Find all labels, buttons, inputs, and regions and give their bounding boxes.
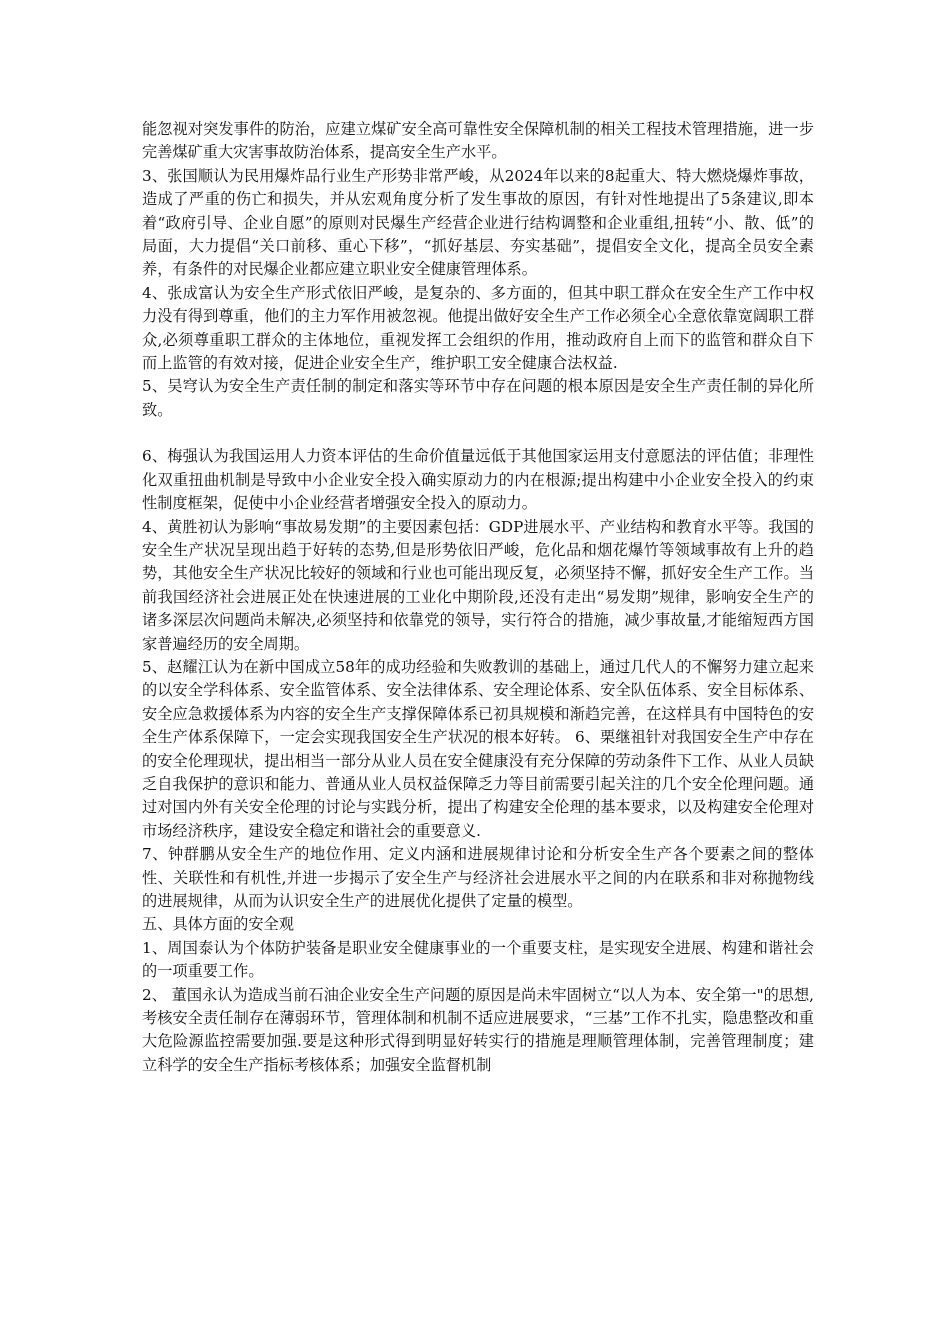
paragraph-mei-qiang: 6、梅强认为我国运用人力资本评估的生命价值量远低于其他国家运用支付意愿法的评估值；非理性化双重扭曲机制是导致中小企业安全投入确实原动力的内在根源;提出构建中小企业安全投入的约束性制度框架，促使中小企业经营者增强安全投入的原动力。 [142, 447, 814, 513]
paragraph-zhang-guoshun: 3、张国顺认为民用爆炸品行业生产形势非常严峻，从2024年以来的8起重大、特大燃烧爆炸事故，造成了严重的伤亡和损失，并从宏观角度分析了发生事故的原因，有针对性地提出了5条建议,即本着“政府引导、企业自愿”的原则对民爆生产经营企业进行结构调整和企业重组,扭转“小、散、低”的局面，大力提倡“关口前移、重心下移”，“抓好基层、夯实基础”，提倡安全文化，提高全员安全素养，有条件的对民爆企业都应建立职业安全健康管理体系。 [142, 166, 814, 279]
paragraph-gap [142, 422, 814, 445]
paragraph-zhou-guotai: 1、周国泰认为个体防护装备是职业安全健康事业的一个重要支柱，是实现安全进展、构建和谐社会的一项重要工作。 [142, 938, 814, 981]
paragraph-dong-guoyong: 2、 董国永认为造成当前石油企业安全生产问题的原因是尚未牢固树立“以人为本、安全第一"的思想,考核安全责任制存在薄弱环节，管理体制和机制不适应进展要求，“三基”工作不扎实，隐患整改和重大危险源监控需要加强.要是这种形式得到明显好转实行的措施是理顺管理体制，完善管理制度；建立科学的安全生产指标考核体系；加强安全监督机制 [142, 985, 814, 1074]
section-heading-specific-safety-views: 五、具体方面的安全观 [142, 915, 294, 934]
paragraph-zhang-chengfu: 4、张成富认为安全生产形式依旧严峻，是复杂的、多方面的，但其中职工群众在安全生产工作中权力没有得到尊重，他们的主力军作用被忽视。他提出做好安全生产工作必须全心全意依靠宽阔职工群众,必须尊重职工群众的主体地位，重视发挥工会组织的作用，推动政府自上而下的监管和群众自下而上监管的有效对接，促进企业安全生产，维护职工安全健康合法权益. [142, 283, 814, 373]
document-body [142, 118, 814, 1077]
paragraph-zhong-qunpeng: 7、钟群鹏从安全生产的地位作用、定义内涵和进展规律讨论和分析安全生产各个要素之间的整体性、关联性和有机性,并进一步揭示了安全生产与经济社会进展水平之间的内在联系和非对称抛物线的进展规律，从而为认识安全生产的进展优化提供了定量的模型。 [142, 845, 814, 910]
paragraph-coal-safety-continuation: 能忽视对突发事件的防治，应建立煤矿安全高可靠性安全保障机制的相关工程技术管理措施，进一步完善煤矿重大灾害事故防治体系，提高安全生产水平。 [142, 120, 814, 162]
paragraph-zhao-yaojiang: 5、赵耀江认为在新中国成立58年的成功经验和失败教训的基础上，通过几代人的不懈努力建立起来的以安全学科体系、安全监管体系、安全法律体系、安全理论体系、安全队伍体系、安全目标体系、安全应急救援体系为内容的安全生产支撑保障体系已初具规模和渐趋完善，在这样具有中国特色的安全生产体系保障下，一定会实现我国安全生产状况的根本好转。 6、栗继祖针对我国安全生产中存在的安全伦理现状，提出相当一部分从业人员在安全健康没有充分保障的劳动条件下工作、从业人员缺乏自我保护的意识和能力、普通从业人员权益保障乏力等目前需要引起关注的几个安全伦理问题。通过对国内外有关安全伦理的讨论与实践分析，提出了构建安全伦理的基本要求，以及构建安全伦理对市场经济秩序，建设安全稳定和谐社会的重要意义. [142, 657, 814, 840]
paragraph-huang-shengchu: 4、黄胜初认为影响“事故易发期”的主要因素包括：GDP进展水平、产业结构和教育水平等。我国的安全生产状况呈现出趋于好转的态势,但是形势依旧严峻，危化品和烟花爆竹等领域事故有上升的趋势，其他安全生产状况比较好的领域和行业也可能出现反复，必须坚持不懈，抓好安全生产工作。当前我国经济社会进展正处在快速进展的工业化中期阶段,还没有走出“易发期”规律，影响安全生产的诸多深层次问题尚未解决,必须坚持和依靠党的领导，实行符合的措施，减少事故量,才能缩短西方国家普遍经历的安全周期。 [142, 517, 814, 653]
paragraph-wu-qiong: 5、吴穹认为安全生产责任制的制定和落实等环节中存在问题的根本原因是安全生产责任制的异化所致。 [142, 377, 814, 419]
